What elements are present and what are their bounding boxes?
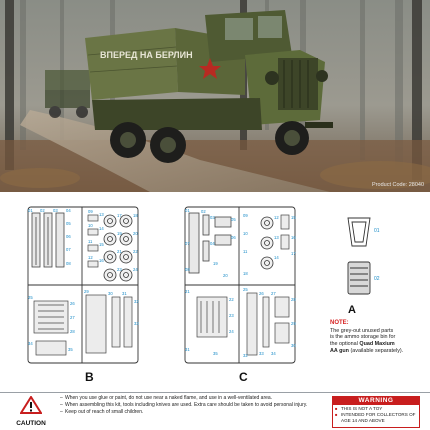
caution-item: – When assembling this kit, tools including knives are used. Extra care should be taken to avoid personal injury. (60, 402, 320, 409)
caution-item: – Keep out of reach of small children. (60, 409, 320, 416)
part-number: 18 (133, 213, 138, 218)
part-number: 08 (185, 267, 190, 272)
warning-title: WARNING (333, 397, 419, 405)
truck-illustration (0, 0, 430, 192)
part-number: 29 (291, 321, 296, 326)
part-number: 03 (53, 208, 58, 213)
part-a-number-01: 01 (374, 228, 380, 234)
sprue-c-label: C (239, 370, 248, 384)
sprue-b-label: B (85, 370, 94, 384)
part-number: 31 (122, 291, 127, 296)
part-number: 10 (88, 223, 93, 228)
note-block (330, 320, 422, 355)
part-number: 31 (185, 347, 190, 352)
part-number: 04 (66, 208, 71, 213)
part-number: 22 (229, 297, 234, 302)
part-number: 29 (84, 289, 89, 294)
part-number: 24 (133, 267, 138, 272)
part-a-group (338, 214, 388, 304)
note-line (330, 341, 422, 348)
part-number: 06 (66, 234, 71, 239)
part-a-number-02: 02 (374, 276, 380, 282)
note-line: The grey-out unused parts (330, 327, 394, 334)
sprue-b-diagram (26, 205, 140, 365)
part-number: 15 (99, 242, 104, 247)
cargo-slogan: ВПЕРЕД НА БЕРЛИН (100, 50, 193, 60)
warning-box (332, 396, 420, 428)
note-text: the optional (330, 341, 360, 347)
part-number: 01 (185, 208, 190, 213)
part-number: 08 (66, 261, 71, 266)
part-number: 16 (291, 235, 296, 240)
part-number: 18 (243, 271, 248, 276)
part-number: 28 (291, 297, 296, 302)
note-line: is the ammo storage bin for (330, 334, 396, 341)
warning-item: ■ THIS IS NOT A TOY (333, 405, 419, 411)
note-bold-text: Quad Maxium (359, 341, 395, 347)
note-body (330, 328, 422, 355)
sprue-c-diagram (183, 205, 297, 365)
part-number: 15 (291, 215, 296, 220)
caution-list (60, 395, 320, 415)
note-text: (available separately). (348, 347, 404, 354)
part-number: 25 (28, 295, 33, 300)
part-number: 24 (229, 329, 234, 334)
part-number: 30 (291, 343, 296, 348)
part-number: 27 (271, 291, 276, 296)
part-number: 35 (68, 347, 73, 352)
part-number: 33 (259, 351, 264, 356)
part-number: 32 (134, 299, 139, 304)
part-number: 23 (117, 267, 122, 272)
part-number: 12 (274, 215, 279, 220)
sprue-c (183, 205, 297, 365)
part-number: 09 (243, 213, 248, 218)
part-number: 34 (28, 341, 33, 346)
warning-item: ■ INTENDED FOR COLLECTORS OF AGE 14 AND ABOVE (333, 411, 419, 423)
part-number: 20 (223, 273, 228, 278)
note-line (330, 348, 422, 355)
warning-triangle-icon (20, 396, 42, 414)
product-code: Product Code: 28040 (372, 182, 424, 188)
part-number: 17 (291, 251, 296, 256)
part-number: 22 (133, 249, 138, 254)
box-art-photo (0, 0, 430, 192)
part-number: 23 (229, 313, 234, 318)
part-number: 03 (210, 215, 215, 220)
part-number: 01 (28, 208, 33, 213)
part-number: 02 (40, 208, 45, 213)
part-number: 13 (99, 212, 104, 217)
part-number: 05 (231, 217, 236, 222)
part-number: 04 (210, 241, 215, 246)
part-number: 19 (213, 261, 218, 266)
part-number: 25 (243, 287, 248, 292)
part-number: 09 (88, 209, 93, 214)
part-number: 11 (243, 249, 248, 254)
part-number: 12 (88, 255, 93, 260)
part-number: 19 (117, 231, 122, 236)
part-number: 07 (185, 241, 190, 246)
caution-label: CAUTION (16, 420, 46, 427)
part-number: 07 (66, 247, 71, 252)
part-a-label: A (348, 304, 356, 316)
part-number: 32 (243, 353, 248, 358)
note-title: NOTE: (330, 320, 349, 326)
part-number: 13 (274, 235, 279, 240)
part-number: 10 (243, 231, 248, 236)
part-number: 05 (66, 221, 71, 226)
part-number: 26 (259, 291, 264, 296)
part-number: 21 (117, 249, 122, 254)
sprue-b (26, 205, 140, 365)
part-number: 20 (133, 231, 138, 236)
part-number: 26 (70, 301, 75, 306)
part-number: 16 (99, 258, 104, 263)
footer-divider (0, 392, 430, 393)
part-number: 02 (201, 209, 206, 214)
part-number: 30 (108, 291, 113, 296)
caution-item: – When you use glue or paint, do not use near a naked flame, and use in a well-ventilated area. (60, 395, 320, 402)
part-number: 11 (88, 239, 93, 244)
part-number: 34 (271, 351, 276, 356)
part-number: 21 (185, 289, 190, 294)
part-number: 17 (117, 213, 122, 218)
part-number: 14 (99, 226, 104, 231)
part-number: 33 (134, 321, 139, 326)
part-number: 14 (274, 255, 279, 260)
caution-block (14, 396, 48, 427)
note-bold-text: AA gun (330, 347, 349, 354)
ammo-bin-parts (338, 214, 388, 304)
part-number: 28 (70, 329, 75, 334)
part-number: 35 (213, 351, 218, 356)
part-number: 27 (70, 315, 75, 320)
part-number: 06 (231, 235, 236, 240)
